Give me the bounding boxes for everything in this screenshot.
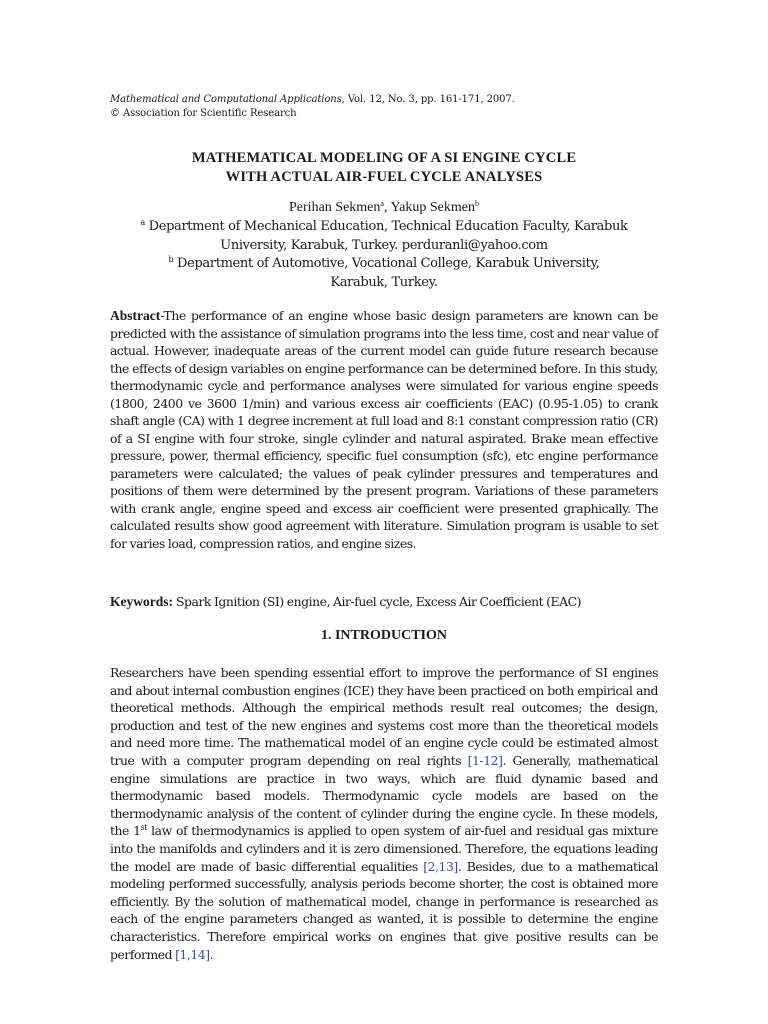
citation-link[interactable]: [1-12] <box>467 752 503 768</box>
intro-text-4: . Besides, due to a mathematical modeling performed successfully, analysis periods become shorter, the cost is obtained more efficiently. By the solution of mathematical model, change in performance is researched as each of the engine parameters changed as wanted, it is possible to determine the engine characteristics. Therefore empirical works on engines that give positive results can be performed <box>110 858 658 962</box>
citation-link[interactable]: [2,13] <box>423 858 458 874</box>
affiliation-b <box>140 254 628 292</box>
keywords <box>110 593 658 611</box>
author-1-affiliation-mark: a <box>380 199 384 208</box>
intro-text-2: . Generally, mathematical engine simulations are practice in two ways, which are fluid dynamic based and thermodynamic based models. Thermodynamic cycle models are based on the thermodynamic analysis of the content of cylinder during the engine cycle. In these models, the 1 <box>110 752 658 839</box>
journal-copyright: © Association for Scientific Research <box>110 108 297 119</box>
author-2: Yakup Sekmen <box>390 200 475 215</box>
affiliation-b-mark: b <box>168 255 174 264</box>
author-2-affiliation-mark: b <box>474 199 479 208</box>
affiliation-a-text: Department of Mechanical Education, Technical Education Faculty, Karabuk University, Karabuk, Turkey. perduranli@yahoo.com <box>144 219 628 253</box>
journal-citation <box>110 93 515 121</box>
introduction-paragraph <box>110 664 658 963</box>
journal-details: , Vol. 12, No. 3, pp. 161-171, 2007. <box>341 94 515 105</box>
affiliation-b-text: Department of Automotive, Vocational College, Karabuk University, Karabuk, Turkey. <box>173 256 600 290</box>
keywords-label: Keywords: <box>110 594 173 609</box>
journal-line <box>110 93 515 107</box>
intro-text-1: Researchers have been spending essential effort to improve the performance of SI engines and about internal combustion engines (ICE) they have been practiced on both empirical and theoretical methods. Although the empirical methods result real outcomes; the design, production and test of the new engines and systems cost more than the theoretical models and need more time. The mathematical model of an engine cycle could be estimated almost true with a computer program depending on real rights <box>110 665 658 768</box>
journal-name: Mathematical and Computational Applications <box>110 94 342 105</box>
author-1: Perihan Sekmen <box>289 200 381 215</box>
abstract-label: Abstract <box>110 308 161 323</box>
paper-title <box>110 149 658 187</box>
title-line-2: WITH ACTUAL AIR-FUEL CYCLE ANALYSES <box>225 169 543 185</box>
intro-text-5: . <box>209 946 214 962</box>
citation-link[interactable]: [1,14] <box>175 946 210 962</box>
intro-text-3: law of thermodynamics is applied to open system of air-fuel and residual gas mixture into the manifolds and cylinders and it is zero dimensioned. Therefore, the equations leading the model are made of basic differential equalities <box>110 823 658 874</box>
affiliation-a <box>140 217 628 255</box>
author-list <box>110 198 658 217</box>
abstract <box>110 307 658 552</box>
abstract-text: -The performance of an engine whose basic design parameters are known can be predicted with the assistance of simulation programs into the less time, cost and near value of actual. However, inadequate areas of the current model can guide future research because the effects of design variables on engine performance can be determined before. In this study, thermodynamic cycle and performance analyses were simulated for various engine speeds (1800, 2400 ve 3600 1/min) and various excess air coefficients (EAC) (0.95-1.05) to crank shaft angle (CA) with 1 degree increment at full load and 8:1 constant compression ratio (CR) of a SI engine with four stroke, single cylinder and natural aspirated. Brake mean effective pressure, power, thermal efficiency, specific fuel consumption (sfc), etc engine performance parameters were calculated; the values of peak cylinder pressures and temperatures and positions of them were determined by the present program. Variations of these parameters with crank angle, engine speed and excess air coefficient were presented graphically. The calculated results show good agreement with literature. Simulation program is usable to set for varies load, compression ratios, and engine sizes. <box>110 308 658 551</box>
keywords-text: Spark Ignition (SI) engine, Air-fuel cycle, Excess Air Coefficient (EAC) <box>173 594 582 609</box>
author-separator: , <box>383 200 391 215</box>
affiliation-a-mark: a <box>140 218 145 227</box>
title-line-1: MATHEMATICAL MODELING OF A SI ENGINE CYCLE <box>191 150 577 166</box>
ordinal-superscript: st <box>140 823 147 833</box>
section-heading-introduction: 1. INTRODUCTION <box>320 628 447 643</box>
